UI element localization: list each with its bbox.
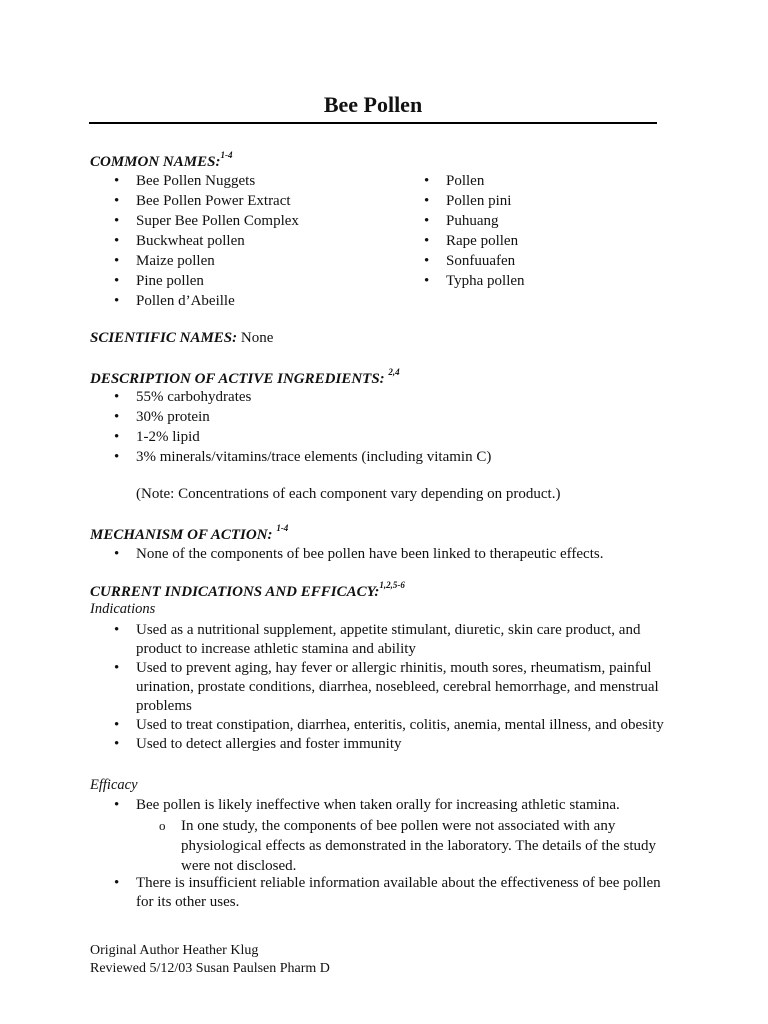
mechanism-ref: 1-4 [276,523,289,533]
efficacy-subheading: Efficacy [90,777,138,793]
indications-label: CURRENT INDICATIONS AND EFFICACY: [90,584,380,600]
list-item: • Bee pollen is likely ineffective when taken orally for increasing athletic stamina. [136,796,681,815]
list-item: • Super Bee Pollen Complex [136,211,299,231]
list-item: • 30% protein [136,407,491,427]
active-ingredients-heading [90,369,400,388]
list-item: • Pollen d’Abeille [136,291,299,311]
common-names-list-left [136,171,299,311]
footer-author: Original Author Heather Klug [90,943,259,958]
list-item: • Typha pollen [446,271,525,291]
scientific-names-value: None [237,330,274,346]
footer [90,942,330,978]
list-item: • Buckwheat pollen [136,231,299,251]
efficacy-list-2 [136,874,681,912]
list-item: • 3% minerals/vitamins/trace elements (including vitamin C) [136,447,491,467]
mechanism-label: MECHANISM OF ACTION: [90,527,273,543]
list-item: • Sonfuuafen [446,251,525,271]
list-item: • Maize pollen [136,251,299,271]
list-item: • Used to prevent aging, hay fever or allergic rhinitis, mouth sores, rheumatism, painful urination, prostate conditions, diarrhea, nosebleed, cerebral hemorrhage, and menstrual problems [136,659,681,716]
list-item: • Used to treat constipation, diarrhea, enteritis, colitis, anemia, mental illness, and obesity [136,716,681,735]
list-item: • Used as a nutritional supplement, appetite stimulant, diuretic, skin care product, and product to increase athletic stamina and ability [136,621,681,659]
active-ingredients-ref: 2,4 [388,367,400,377]
title-rule [89,122,657,124]
list-item: • 55% carbohydrates [136,387,491,407]
active-ingredients-label: DESCRIPTION OF ACTIVE INGREDIENTS: [90,371,385,387]
indications-list [136,621,681,754]
scientific-names-label: SCIENTIFIC NAMES: [90,330,238,346]
common-names-heading [90,152,232,171]
indications-heading [90,582,405,601]
scientific-names-section [90,330,273,347]
active-ingredients-list [136,387,491,467]
list-item: • Used to detect allergies and foster immunity [136,735,681,754]
list-item: • Rape pollen [446,231,525,251]
mechanism-heading [90,525,288,544]
list-item: • Bee Pollen Power Extract [136,191,299,211]
list-item: • None of the components of bee pollen have been linked to therapeutic effects. [136,544,603,564]
mechanism-list [136,544,603,564]
list-item: • Pine pollen [136,271,299,291]
ingredients-note: (Note: Concentrations of each component vary depending on product.) [136,486,561,502]
efficacy-sublist [181,816,681,876]
list-item: • There is insufficient reliable information available about the effectiveness of bee pollen for its other uses. [136,874,681,912]
common-names-ref: 1-4 [220,150,233,160]
list-item: • Pollen [446,171,525,191]
list-item: • 1-2% lipid [136,427,491,447]
indications-subheading: Indications [90,601,156,617]
common-names-list-right [446,171,525,291]
list-item: • Puhuang [446,211,525,231]
list-item: • Pollen pini [446,191,525,211]
indications-ref: 1,2,5-6 [379,580,405,590]
efficacy-list-1 [136,796,681,815]
page-title: Bee Pollen [323,92,423,117]
footer-reviewed: Reviewed 5/12/03 Susan Paulsen Pharm D [90,961,330,976]
list-item: • Bee Pollen Nuggets [136,171,299,191]
common-names-label: COMMON NAMES: [90,154,221,170]
list-item: o In one study, the components of bee pollen were not associated with any physiological effects as demonstrated in the laboratory. The details of the study were not disclosed. [181,816,681,876]
